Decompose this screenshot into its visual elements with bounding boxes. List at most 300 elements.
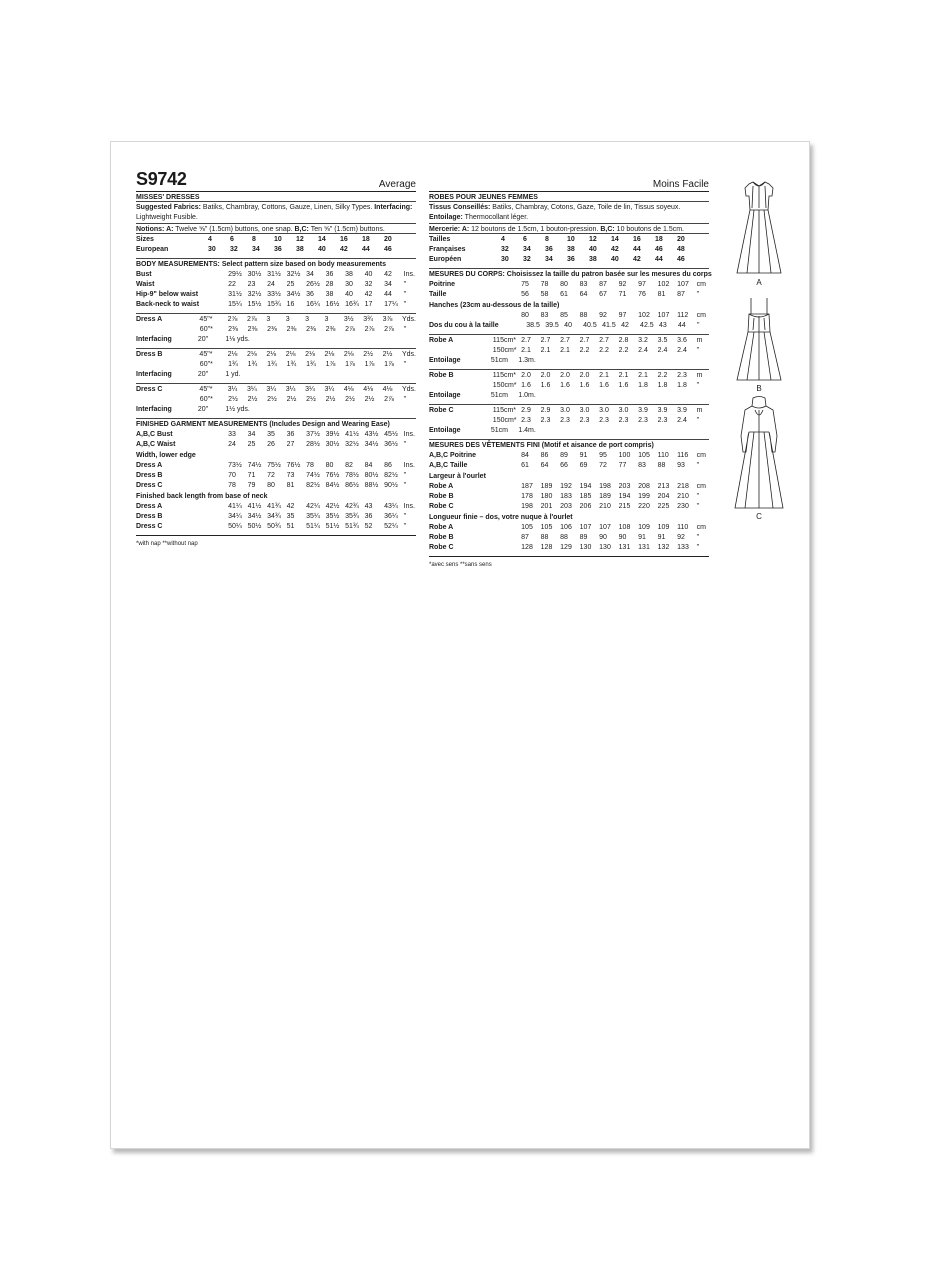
unit-cell <box>404 405 416 415</box>
value-cell: 86½ <box>345 482 359 489</box>
value-cell: 110 <box>677 524 689 531</box>
value-cell: 73½ <box>228 462 242 469</box>
value-cell <box>640 426 659 436</box>
value-cell: 2⅜ <box>325 326 336 333</box>
value-cell: 180 <box>540 493 553 500</box>
value-cell: 2.1 <box>540 347 551 354</box>
value-cell: 2.1 <box>618 372 629 379</box>
value-cell: 199 <box>638 493 650 500</box>
value-cell: 2.1 <box>560 347 570 354</box>
row-label: Robe A <box>429 483 454 490</box>
value-cell <box>678 391 697 401</box>
value-cell: 48 <box>677 246 685 253</box>
value-cell: 2.7 <box>579 337 590 344</box>
value-cell: 34½ <box>364 441 379 448</box>
value-cell: 220 <box>638 503 650 510</box>
unit-cell: " <box>403 472 407 479</box>
row-sublabel <box>200 430 228 440</box>
finished-measurements-table <box>136 429 416 450</box>
fabrics-block <box>136 202 416 224</box>
value-cell: 12 <box>296 236 304 243</box>
value-cell: 38 <box>589 256 597 263</box>
yardage-dress-a <box>136 314 416 349</box>
value-cell: 31½ <box>228 291 242 298</box>
value-cell: 73 <box>286 472 295 479</box>
row-sublabel: 60"* <box>199 326 213 333</box>
value-cell: 2.7 <box>599 337 609 344</box>
value-cell: 2½ <box>363 351 373 358</box>
row-label: Entoilage <box>429 427 461 434</box>
value-cell: 40 <box>611 256 619 263</box>
value-cell: 3.0 <box>599 407 609 414</box>
value-cell <box>366 335 385 345</box>
row-label <box>136 325 200 335</box>
value-cell: 2.0 <box>579 372 590 379</box>
table-row <box>136 405 416 415</box>
unit-cell: Ins. <box>403 271 415 278</box>
table-row <box>429 280 709 290</box>
value-cell: 79 <box>247 482 256 489</box>
row-label <box>429 346 493 356</box>
value-cell: 34 <box>306 271 314 278</box>
row-label: Tailles <box>429 236 451 243</box>
row-sublabel <box>493 523 521 533</box>
row-label: Robe B <box>429 493 454 500</box>
table-row <box>429 482 709 492</box>
value-cell: 42 <box>340 246 348 253</box>
yardage-dress-b <box>136 349 416 384</box>
value-cell: 109 <box>638 524 650 531</box>
width-lower-edge-heading: Largeur à l'ourlet <box>429 473 486 480</box>
row-label: Dos du cou à la taille <box>429 322 499 329</box>
unit-cell: m <box>696 337 703 344</box>
value-cell: 1⅛ yds. <box>225 336 250 343</box>
table-row <box>136 235 416 245</box>
value-cell: 208 <box>638 483 650 490</box>
value-cell: 2.4 <box>657 347 668 354</box>
unit-cell: " <box>403 396 407 403</box>
row-sublabel <box>200 502 228 512</box>
fabrics-label: Suggested Fabrics: <box>136 204 201 211</box>
value-cell: 36 <box>306 291 314 298</box>
value-cell <box>640 391 659 401</box>
notions-block <box>136 224 416 234</box>
value-cell <box>603 391 622 401</box>
value-cell: 128 <box>540 544 553 551</box>
table-row <box>136 471 416 481</box>
value-cell: 3¼ <box>305 386 315 393</box>
finished-measurements-heading: FINISHED GARMENT MEASUREMENTS (Includes Design and Wearing Ease) <box>136 421 390 428</box>
value-cell: 3 <box>266 316 271 323</box>
value-cell: 2⅛ <box>285 351 296 358</box>
value-cell: 31½ <box>267 271 281 278</box>
table-row <box>136 280 416 290</box>
row-label: Waist <box>136 281 155 288</box>
header-row <box>136 169 416 192</box>
value-cell: 35½ <box>325 513 340 520</box>
value-cell: 74½ <box>247 462 262 469</box>
value-cell: 76½ <box>286 462 301 469</box>
fabrics-block <box>429 202 709 224</box>
value-cell: 97 <box>638 281 646 288</box>
value-cell: 1.4m. <box>518 427 536 434</box>
unit-cell: cm <box>696 312 706 319</box>
value-cell <box>584 356 603 366</box>
difficulty-level: Average <box>378 179 416 190</box>
table-row <box>429 290 709 300</box>
value-cell: 100 <box>618 452 631 459</box>
unit-cell <box>404 370 416 380</box>
value-cell: 16¼ <box>306 301 320 308</box>
value-cell: 78 <box>228 482 236 489</box>
value-cell: 1.6 <box>618 382 629 389</box>
value-cell: 1⅞ <box>325 361 336 368</box>
value-cell: 3.0 <box>618 407 629 414</box>
value-cell: 70 <box>228 472 236 479</box>
value-cell: 64 <box>579 291 588 298</box>
unit-cell: m <box>696 372 703 379</box>
value-cell: 61 <box>521 462 529 469</box>
value-cell: 86 <box>384 462 392 469</box>
value-cell: 88 <box>540 534 549 541</box>
row-label: Poitrine <box>429 281 456 288</box>
unit-cell: Ins. <box>403 431 415 438</box>
value-cell: 92 <box>618 281 627 288</box>
row-label <box>136 360 200 370</box>
value-cell: 46 <box>384 246 392 253</box>
row-label: Hip-9" below waist <box>136 291 199 298</box>
finished-measurements-table <box>429 450 709 471</box>
row-label: A,B,C Poitrine <box>429 452 477 459</box>
value-cell: 80 <box>325 462 334 469</box>
value-cell: 75½ <box>267 462 281 469</box>
row-sublabel <box>493 280 521 290</box>
value-cell: 194 <box>618 493 631 500</box>
value-cell: 83 <box>638 462 646 469</box>
value-cell: 43¼ <box>384 503 398 510</box>
fabrics-text: Batiks, Chambray, Cotons, Gaze, Toile de lin, Tissus soyeux. <box>490 204 681 211</box>
interfacing-label: Entoilage: <box>429 214 463 221</box>
row-label: Robe C <box>429 407 454 414</box>
value-cell <box>328 370 347 380</box>
value-cell <box>347 335 366 345</box>
value-cell: 1.6 <box>521 382 531 389</box>
value-cell: 33½ <box>267 291 281 298</box>
value-cell: 50¼ <box>228 523 242 530</box>
value-cell: 112 <box>677 312 689 319</box>
value-cell: 2.1 <box>638 372 648 379</box>
table-row <box>429 356 709 366</box>
value-cell: 16 <box>340 236 348 243</box>
value-cell: 43½ <box>364 431 379 438</box>
table-row <box>429 533 709 543</box>
unit-cell: " <box>696 322 700 329</box>
value-cell <box>291 335 310 345</box>
value-cell: 81 <box>657 291 666 298</box>
value-cell <box>310 335 329 345</box>
table-row <box>429 461 709 471</box>
table-row <box>429 406 709 416</box>
notions-label: Notions: A: <box>136 226 174 233</box>
unit-cell: " <box>696 382 700 389</box>
row-sublabel: 51cm <box>490 427 508 434</box>
value-cell: 3¾ <box>363 316 373 323</box>
table-row <box>429 523 709 533</box>
table-row <box>429 245 709 255</box>
value-cell: 46 <box>677 256 685 263</box>
view-label: A <box>756 278 762 287</box>
row-sublabel <box>200 461 228 471</box>
value-cell: 16½ <box>325 301 340 308</box>
value-cell: 10 <box>274 236 282 243</box>
row-sublabel: 51cm <box>490 357 508 364</box>
unit-cell: " <box>403 513 407 520</box>
value-cell: 64 <box>540 462 549 469</box>
value-cell: 42 <box>286 503 295 510</box>
view-label: B <box>756 384 762 393</box>
value-cell: 210 <box>599 503 611 510</box>
value-cell: 2.4 <box>638 347 648 354</box>
unit-cell: cm <box>696 281 706 288</box>
value-cell: 91 <box>657 534 666 541</box>
unit-cell: Ins. <box>403 462 415 469</box>
table-row <box>136 300 416 310</box>
value-cell: 14 <box>318 236 326 243</box>
value-cell: 40 <box>345 291 353 298</box>
value-cell <box>277 335 291 345</box>
row-label: Entoilage <box>429 392 461 399</box>
value-cell: 2⅞ <box>364 326 375 333</box>
value-cell: 78 <box>540 281 549 288</box>
value-cell: 30½ <box>247 271 262 278</box>
value-cell: 2⅛ <box>246 351 257 358</box>
value-cell <box>640 356 659 366</box>
value-cell: 2.2 <box>599 347 609 354</box>
value-cell: 42.5 <box>640 322 654 329</box>
value-cell <box>621 356 640 366</box>
body-measurements-heading: MESURES DU CORPS: Choisissez la taille du patron basée sur les mesures du corps <box>429 271 712 278</box>
row-sublabel: 20" <box>197 336 209 343</box>
value-cell: 1¾ <box>286 361 297 368</box>
value-cell: 39.5 <box>545 322 559 329</box>
value-cell: 84½ <box>325 482 340 489</box>
section-title: ROBES POUR JEUNES FEMMES <box>429 192 709 202</box>
value-cell: 25 <box>286 281 295 288</box>
value-cell: 3.9 <box>657 407 668 414</box>
value-cell: 2.7 <box>560 337 570 344</box>
value-cell: 42¼ <box>306 503 320 510</box>
fabrics-label: Tissus Conseillés: <box>429 204 491 211</box>
value-cell: 107 <box>599 524 611 531</box>
value-cell: 230 <box>677 503 689 510</box>
section-title: MISSES' DRESSES <box>136 192 416 202</box>
value-cell <box>621 426 640 436</box>
value-cell: 108 <box>618 524 631 531</box>
back-length-table <box>136 501 416 536</box>
value-cell: 37½ <box>306 431 320 438</box>
value-cell: 51¾ <box>345 523 359 530</box>
unit-cell: Yds. <box>401 351 416 358</box>
value-cell: 2.2 <box>579 347 590 354</box>
value-cell: 1¾ <box>247 361 258 368</box>
table-row <box>429 235 709 245</box>
table-row <box>429 346 709 356</box>
value-cell: 28½ <box>306 441 320 448</box>
value-cell: 2.2 <box>657 372 668 379</box>
value-cell: 3¼ <box>246 386 257 393</box>
row-sublabel <box>200 280 228 290</box>
value-cell: 198 <box>599 483 611 490</box>
table-row <box>136 370 416 380</box>
table-row <box>136 522 416 532</box>
value-cell: 38 <box>345 271 353 278</box>
value-cell: 2⅜ <box>267 326 277 333</box>
value-cell: 1.8 <box>657 382 668 389</box>
value-cell: 2.9 <box>540 407 551 414</box>
row-sublabel: 150cm* <box>492 417 517 424</box>
table-row <box>136 325 416 335</box>
value-cell <box>277 370 291 380</box>
value-cell: 40.5 <box>583 322 597 329</box>
unit-cell <box>697 426 709 436</box>
value-cell: 41¾ <box>267 503 281 510</box>
unit-cell: " <box>403 482 407 489</box>
unit-cell: " <box>403 281 407 288</box>
value-cell: 44 <box>633 246 641 253</box>
value-cell: 3.0 <box>579 407 590 414</box>
value-cell <box>385 370 404 380</box>
value-cell: 2⅞ <box>384 396 394 403</box>
value-cell: 80 <box>560 281 568 288</box>
value-cell: 3¼ <box>285 386 296 393</box>
value-cell: 192 <box>560 483 572 490</box>
value-cell: 41¼ <box>228 503 242 510</box>
value-cell: 1¾ <box>228 361 238 368</box>
value-cell: 36 <box>274 246 282 253</box>
row-label: Robe C <box>429 503 454 510</box>
finished-measurements-heading: MESURES DES VÊTEMENTS FINI (Motif et aisance de port compris) <box>429 442 654 449</box>
value-cell: 198 <box>521 503 533 510</box>
table-row <box>136 315 416 325</box>
value-cell: 10 <box>567 236 575 243</box>
body-measurements-heading: BODY MEASUREMENTS: Select pattern size based on body measurements <box>136 261 386 268</box>
value-cell: 42 <box>384 271 392 278</box>
value-cell: 16 <box>633 236 641 243</box>
value-cell: 50¾ <box>267 523 281 530</box>
value-cell: 38.5 <box>526 322 540 329</box>
value-cell: 2.3 <box>638 417 648 424</box>
back-length-heading: Finished back length from base of neck <box>136 493 268 500</box>
value-cell: 92 <box>599 312 607 319</box>
value-cell: 2.3 <box>579 417 590 424</box>
value-cell: 34 <box>247 431 256 438</box>
table-row <box>429 502 709 512</box>
value-cell: 71 <box>618 291 627 298</box>
value-cell: 36 <box>545 246 553 253</box>
row-sublabel: 45"* <box>199 316 213 323</box>
fabrics-text: Batiks, Chambray, Cottons, Gauze, Linen, Silky Types. <box>200 204 375 211</box>
row-label: Taille <box>429 291 447 298</box>
unit-cell: " <box>696 417 700 424</box>
width-lower-edge-heading: Width, lower edge <box>136 452 196 459</box>
value-cell: 32½ <box>345 441 359 448</box>
value-cell <box>659 426 678 436</box>
value-cell <box>584 391 603 401</box>
unit-cell: Yds. <box>401 386 416 393</box>
value-cell: 25 <box>247 441 256 448</box>
yardage-dress-c <box>429 405 709 440</box>
row-label: Françaises <box>429 246 466 253</box>
row-label: Interfacing <box>136 371 172 378</box>
value-cell: 2½ <box>306 396 316 403</box>
value-cell: 80 <box>267 482 275 489</box>
value-cell: 20 <box>677 236 685 243</box>
row-label: Dress B <box>136 351 163 358</box>
value-cell <box>347 405 366 415</box>
row-label: Sizes <box>136 236 154 243</box>
value-cell: 89 <box>560 452 568 459</box>
row-sublabel <box>200 512 228 522</box>
value-cell: 17¼ <box>384 301 398 308</box>
value-cell <box>659 356 678 366</box>
notions-label-bc: B,C: <box>294 226 309 233</box>
value-cell <box>366 405 385 415</box>
unit-cell: " <box>696 544 700 551</box>
value-cell: 110 <box>657 452 669 459</box>
value-cell: 14 <box>611 236 619 243</box>
value-cell: 24 <box>267 281 275 288</box>
row-label: Robe B <box>429 534 454 541</box>
value-cell: 3.5 <box>657 337 668 344</box>
value-cell: 42½ <box>325 503 340 510</box>
value-cell: 2⅛ <box>324 351 335 358</box>
table-row <box>429 336 709 346</box>
value-cell: 2.2 <box>618 347 629 354</box>
value-cell: 130 <box>579 544 592 551</box>
row-label: Européen <box>429 256 462 263</box>
value-cell: 102 <box>638 312 650 319</box>
value-cell: 12 <box>589 236 597 243</box>
view-illustrations <box>729 178 789 523</box>
value-cell: 2⅞ <box>345 326 355 333</box>
yardage-dress-c <box>136 384 416 419</box>
value-cell: 85 <box>560 312 568 319</box>
value-cell: 45½ <box>384 431 398 438</box>
difficulty-level: Moins Facile <box>652 179 709 190</box>
row-sublabel: 45"* <box>199 351 213 358</box>
unit-cell <box>697 391 709 401</box>
value-cell: 6 <box>523 236 527 243</box>
value-cell: 4 <box>501 236 505 243</box>
row-label: Dress B <box>136 472 163 479</box>
value-cell: 30 <box>208 246 216 253</box>
value-cell: 34 <box>545 256 553 263</box>
value-cell: 2.7 <box>521 337 531 344</box>
table-row <box>136 360 416 370</box>
body-measurements-table <box>136 269 416 314</box>
value-cell: 2.0 <box>521 372 531 379</box>
value-cell <box>310 370 329 380</box>
value-cell: 84 <box>521 452 529 459</box>
value-cell: 18 <box>655 236 663 243</box>
value-cell: 16 <box>286 301 295 308</box>
value-cell: 22 <box>228 281 236 288</box>
value-cell: 88 <box>560 534 568 541</box>
row-sublabel: 60"* <box>199 396 213 403</box>
row-label: Dress C <box>136 482 163 489</box>
value-cell: 3⅞ <box>382 316 393 323</box>
value-cell <box>291 405 310 415</box>
